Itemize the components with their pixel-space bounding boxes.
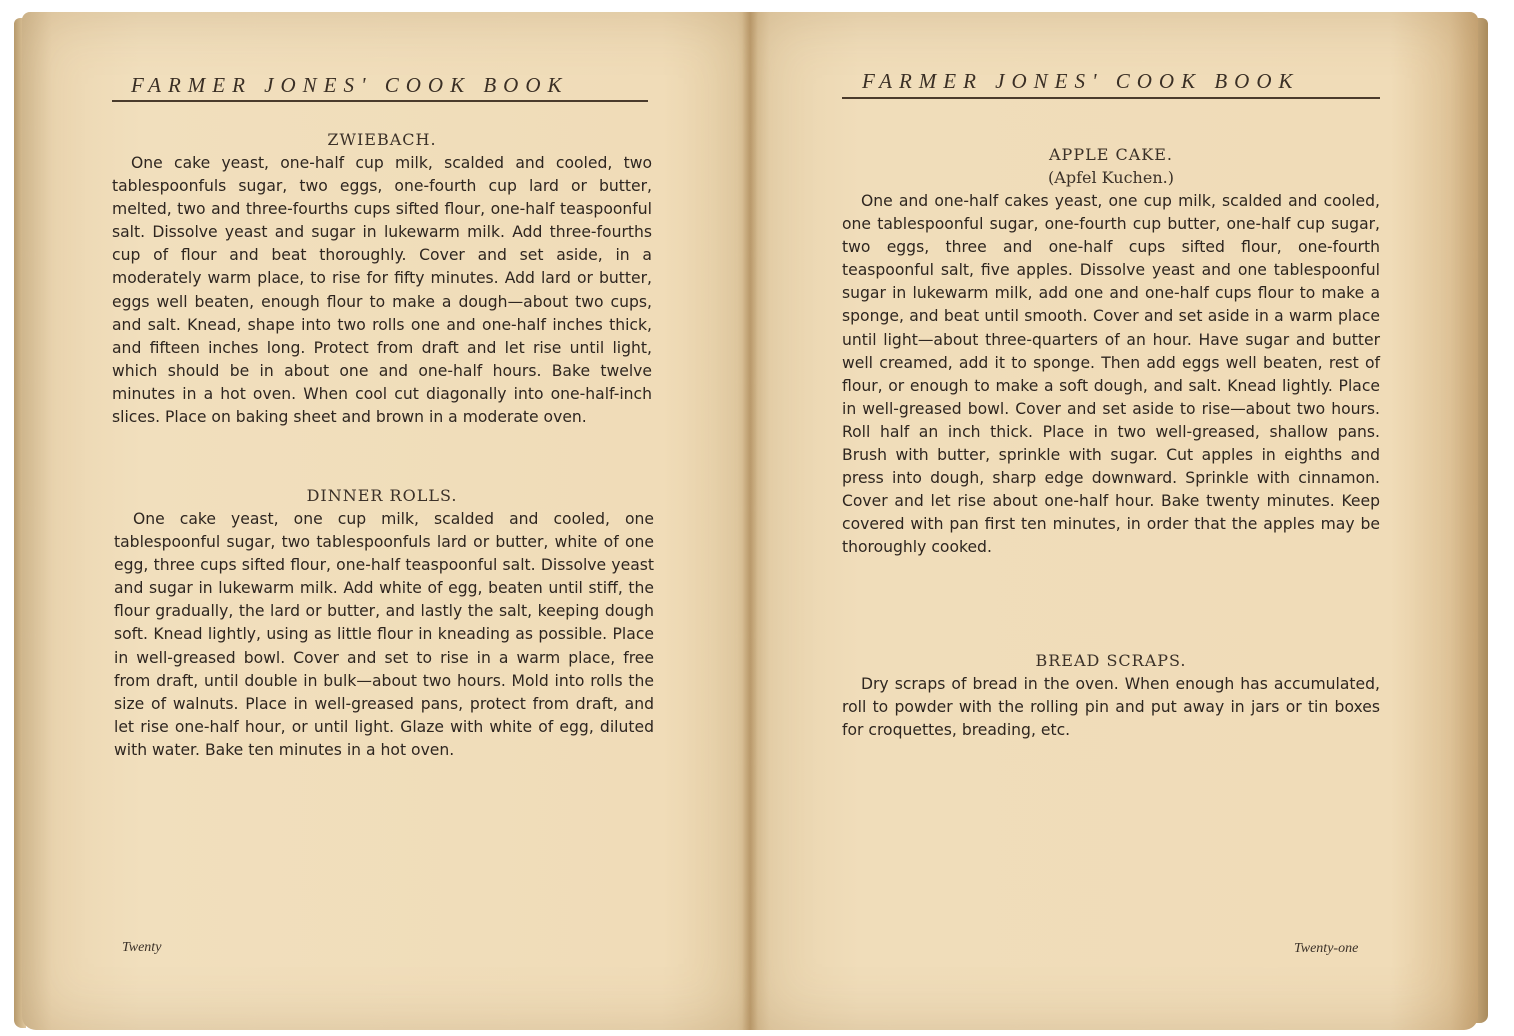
book-gutter [742, 12, 758, 1030]
left-head-rule [112, 100, 648, 102]
right-running-head: FARMER JONES' COOK BOOK [862, 69, 1300, 93]
right-head-rule [842, 97, 1380, 99]
recipe-title-apple-cake: APPLE CAKE. [1049, 145, 1173, 164]
recipe-title-dinner-rolls: DINNER ROLLS. [306, 486, 458, 505]
recipe-body-apple-cake: One and one-half cakes yeast, one cup milk, scalded and cooled, one tablespoonful sugar, one-fourth cup butter, one-half cup sugar, two eggs, three and one-half cups sifted flour, one-fourth teaspoonful salt, five apples. Dissolve yeast and one tablespoonful sugar in lukewarm milk, add one and one-half cups flour to make a sponge, and beat until smooth. Cover and set aside in a warm place until light—about three-quarters of an hour. Have sugar and butter well creamed, add it to sponge. Then add eggs well beaten, rest of flour, or enough to make a soft dough, and salt. Knead lightly. Place in well-greased bowl. Cover and set aside to rise—about two hours. Roll half an inch thick. Place in two well-greased, shallow pans. Brush with butter, sprinkle with sugar. Cut apples in eighths and press into dough, sharp edge downward. Sprinkle with cinnamon. Cover and let rise about one-half hour. Bake twenty minutes. Keep covered with pan first ten minutes, in order that the apples may be thoroughly cooked. [842, 192, 1380, 557]
recipe-title-bread-scraps: BREAD SCRAPS. [1035, 651, 1187, 670]
recipe-subtitle-apple-cake: (Apfel Kuchen.) [1048, 168, 1174, 187]
recipe-body-bread-scraps: Dry scraps of bread in the oven. When enough has accumulated, roll to powder with the rolling pin and put away in jars or tin boxes for croquettes, breading, etc. [842, 675, 1380, 740]
recipe-title-zwiebach: ZWIEBACH. [327, 130, 437, 149]
recipe-body-zwiebach: One cake yeast, one-half cup milk, scalded and cooled, two tablespoonfuls sugar, two eggs, one-fourth cup lard or butter, melted, two and three-fourths cups sifted flour, one-half teaspoonful salt. Dissolve yeast and sugar in lukewarm milk. Add three-fourths cup of flour and beat thoroughly. Cover and set aside, in a moderately warm place, to rise for fifty minutes. Add lard or butter, eggs well beaten, enough flour to make a dough—about two cups, and salt. Knead, shape into two rolls one and one-half inches thick, and fifteen inches long. Protect from draft and let rise until light, which should be in about one and one-half hours. Bake twelve minutes in a hot oven. When cool cut diagonally into one-half-inch slices. Place on baking sheet and brown in a moderate oven. [112, 154, 652, 427]
recipe-body-dinner-rolls: One cake yeast, one cup milk, scalded and cooled, one tablespoonful sugar, two tablespoonfuls lard or butter, white of one egg, three cups sifted flour, one-half teaspoonful salt. Dissolve yeast and sugar in lukewarm milk. Add white of egg, beaten until stiff, the flour gradually, the lard or butter, and lastly the salt, keeping dough soft. Knead lightly, using as little flour in kneading as possible. Place in well-greased bowl. Cover and set to rise in a warm place, free from draft, until double in bulk—about two hours. Mold into rolls the size of walnuts. Place in well-greased pans, protect from draft, and let rise one-half hour, or until light. Glaze with white of egg, diluted with water. Bake ten minutes in a hot oven. [114, 510, 654, 759]
right-page-number: Twenty-one [1294, 941, 1359, 956]
left-page-number: Twenty [122, 940, 162, 955]
left-running-head: FARMER JONES' COOK BOOK [131, 73, 569, 97]
